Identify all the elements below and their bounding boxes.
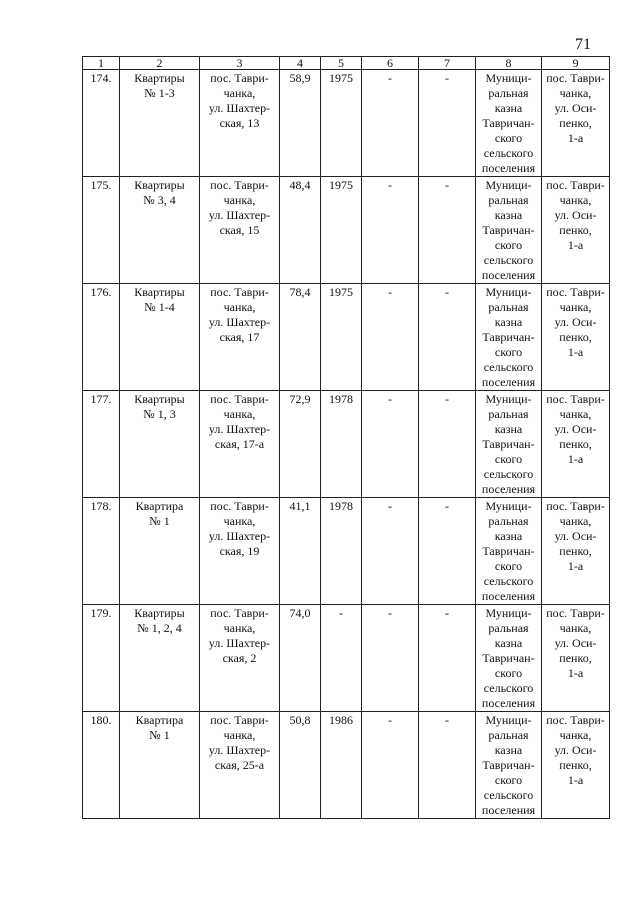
owner: Муници- pальная казна Тавричан- ского сельского поселения <box>476 391 542 498</box>
object-address: пос. Таври- чанка, ул. Шахтер- ская, 2 <box>200 605 280 712</box>
object-address: пос. Таври- чанка, ул. Шахтер- ская, 17-а <box>200 391 280 498</box>
column-6-value: - <box>362 284 419 391</box>
row-number: 177. <box>83 391 120 498</box>
owner: Муници- pальная казна Тавричан- ского сельского поселения <box>476 177 542 284</box>
column-7-value: - <box>419 177 476 284</box>
table-row <box>83 712 610 819</box>
object-name: Квартира № 1 <box>120 712 200 819</box>
object-year: - <box>321 605 362 712</box>
owner-location: пос. Таври- чанка, ул. Оси- пенко, 1-а <box>542 177 610 284</box>
object-year: 1975 <box>321 284 362 391</box>
page-number: 71 <box>575 36 591 53</box>
table-row <box>83 498 610 605</box>
object-address: пос. Таври- чанка, ул. Шахтер- ская, 25-а <box>200 712 280 819</box>
object-year: 1978 <box>321 498 362 605</box>
object-address: пос. Таври- чанка, ул. Шахтер- ская, 17 <box>200 284 280 391</box>
table-header-row <box>83 57 610 70</box>
column-6-value: - <box>362 498 419 605</box>
object-address: пос. Таври- чанка, ул. Шахтер- ская, 19 <box>200 498 280 605</box>
object-area: 74,0 <box>280 605 321 712</box>
column-7-value: - <box>419 391 476 498</box>
header-cell: 8 <box>476 57 542 70</box>
object-year: 1986 <box>321 712 362 819</box>
table-row <box>83 70 610 177</box>
header-cell: 1 <box>83 57 120 70</box>
column-6-value: - <box>362 391 419 498</box>
table-row <box>83 391 610 498</box>
row-number: 179. <box>83 605 120 712</box>
object-year: 1978 <box>321 391 362 498</box>
header-cell: 2 <box>120 57 200 70</box>
object-area: 58,9 <box>280 70 321 177</box>
object-area: 48,4 <box>280 177 321 284</box>
column-7-value: - <box>419 284 476 391</box>
header-cell: 3 <box>200 57 280 70</box>
column-7-value: - <box>419 605 476 712</box>
owner: Муници- pальная казна Тавричан- ского сельского поселения <box>476 605 542 712</box>
header-cell: 4 <box>280 57 321 70</box>
owner: Муници- pальная казна Тавричан- ского сельского поселения <box>476 498 542 605</box>
row-number: 176. <box>83 284 120 391</box>
column-6-value: - <box>362 712 419 819</box>
object-area: 72,9 <box>280 391 321 498</box>
object-year: 1975 <box>321 70 362 177</box>
object-address: пос. Таври- чанка, ул. Шахтер- ская, 13 <box>200 70 280 177</box>
owner: Муници- pальная казна Тавричан- ского сельского поселения <box>476 712 542 819</box>
table-row <box>83 284 610 391</box>
column-6-value: - <box>362 605 419 712</box>
row-number: 180. <box>83 712 120 819</box>
owner: Муници- pальная казна Тавричан- ского сельского поселения <box>476 70 542 177</box>
object-area: 78,4 <box>280 284 321 391</box>
owner-location: пос. Таври- чанка, ул. Оси- пенко, 1-а <box>542 498 610 605</box>
object-name: Квартиры № 1, 2, 4 <box>120 605 200 712</box>
row-number: 174. <box>83 70 120 177</box>
owner-location: пос. Таври- чанка, ул. Оси- пенко, 1-а <box>542 391 610 498</box>
column-7-value: - <box>419 70 476 177</box>
object-address: пос. Таври- чанка, ул. Шахтер- ская, 15 <box>200 177 280 284</box>
row-number: 175. <box>83 177 120 284</box>
column-6-value: - <box>362 177 419 284</box>
column-7-value: - <box>419 712 476 819</box>
header-cell: 7 <box>419 57 476 70</box>
object-year: 1975 <box>321 177 362 284</box>
owner: Муници- pальная казна Тавричан- ского сельского поселения <box>476 284 542 391</box>
column-7-value: - <box>419 498 476 605</box>
object-name: Квартиры № 3, 4 <box>120 177 200 284</box>
object-name: Квартира № 1 <box>120 498 200 605</box>
row-number: 178. <box>83 498 120 605</box>
header-cell: 6 <box>362 57 419 70</box>
object-name: Квартиры № 1, 3 <box>120 391 200 498</box>
object-area: 41,1 <box>280 498 321 605</box>
table-row <box>83 177 610 284</box>
object-area: 50,8 <box>280 712 321 819</box>
property-table <box>82 56 610 819</box>
owner-location: пос. Таври- чанка, ул. Оси- пенко, 1-а <box>542 605 610 712</box>
owner-location: пос. Таври- чанка, ул. Оси- пенко, 1-а <box>542 712 610 819</box>
header-cell: 9 <box>542 57 610 70</box>
owner-location: пос. Таври- чанка, ул. Оси- пенко, 1-а <box>542 70 610 177</box>
owner-location: пос. Таври- чанка, ул. Оси- пенко, 1-а <box>542 284 610 391</box>
table-row <box>83 605 610 712</box>
object-name: Квартиры № 1-3 <box>120 70 200 177</box>
column-6-value: - <box>362 70 419 177</box>
object-name: Квартиры № 1-4 <box>120 284 200 391</box>
header-cell: 5 <box>321 57 362 70</box>
